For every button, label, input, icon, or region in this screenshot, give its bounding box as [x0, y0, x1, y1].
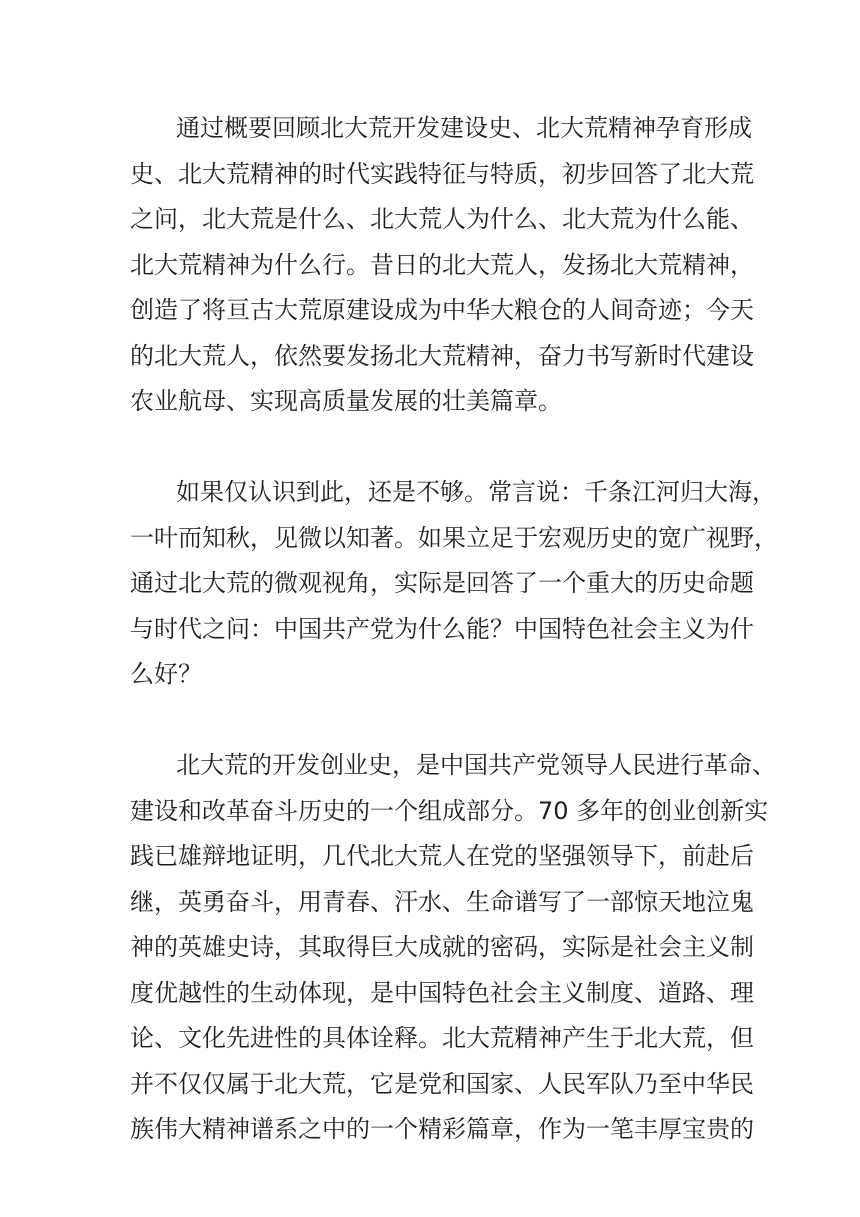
- text-line: 的北大荒人，依然要发扬北大荒精神，奋力书写新时代建设: [130, 341, 754, 370]
- paragraph-spacer: [130, 425, 732, 471]
- text-line: 通过北大荒的微观视角，实际是回答了一个重大的历史命题: [130, 569, 754, 597]
- paragraph-2: [130, 470, 778, 698]
- text-line: 创造了将亘古大荒原建设成为中华大粮仓的人间奇迹；今天: [130, 296, 754, 324]
- text-line: 度优越性的生动体现，是中国特色社会主义制度、道路、理: [130, 978, 754, 1007]
- paragraph-1: [130, 106, 754, 425]
- paragraph-3: [130, 743, 776, 1153]
- document-body: [130, 106, 778, 1153]
- text-line: 农业航母、实现高质量发展的壮美篇章。: [130, 387, 562, 415]
- text-line: 一叶而知秋，见微以知著。如果立足于宏观历史的宽广视野，: [130, 523, 778, 552]
- text-line: 与时代之问：中国共产党为什么能？中国特色社会主义为什: [130, 614, 754, 643]
- text-line: 并不仅仅属于北大荒，它是党和国家、人民军队乃至中华民: [130, 1069, 754, 1098]
- text-line: 如果仅认识到此，还是不够。常言说：千条江河归大海，: [176, 478, 776, 506]
- text-line: 之问，北大荒是什么、北大荒人为什么、北大荒为什么能、: [130, 205, 754, 233]
- text-line: 建设和改革奋斗历史的一个组成部分。70 多年的创业创新实: [130, 796, 769, 825]
- text-line: 史、北大荒精神的时代实践特征与特质，初步回答了北大荒: [130, 159, 754, 188]
- text-line: 论、文化先进性的具体诠释。北大荒精神产生于北大荒，但: [130, 1024, 754, 1052]
- text-line: 族伟大精神谱系之中的一个精彩篇章，作为一笔丰厚宝贵的: [130, 1115, 754, 1143]
- text-line: 通过概要回顾北大荒开发建设史、北大荒精神孕育形成: [176, 114, 752, 142]
- text-line: 北大荒的开发创业史，是中国共产党领导人民进行革命、: [176, 751, 776, 779]
- paragraph-spacer: [130, 698, 732, 744]
- text-line: 么好？: [130, 660, 202, 688]
- text-line: 神的英雄史诗，其取得巨大成就的密码，实际是社会主义制: [130, 933, 754, 961]
- text-line: 北大荒精神为什么行。昔日的北大荒人，发扬北大荒精神，: [130, 250, 754, 279]
- text-line: 继，英勇奋斗，用青春、汗水、生命谱写了一部惊天地泣鬼: [130, 887, 754, 916]
- text-line: 践已雄辩地证明，几代北大荒人在党的坚强领导下，前赴后: [130, 842, 754, 870]
